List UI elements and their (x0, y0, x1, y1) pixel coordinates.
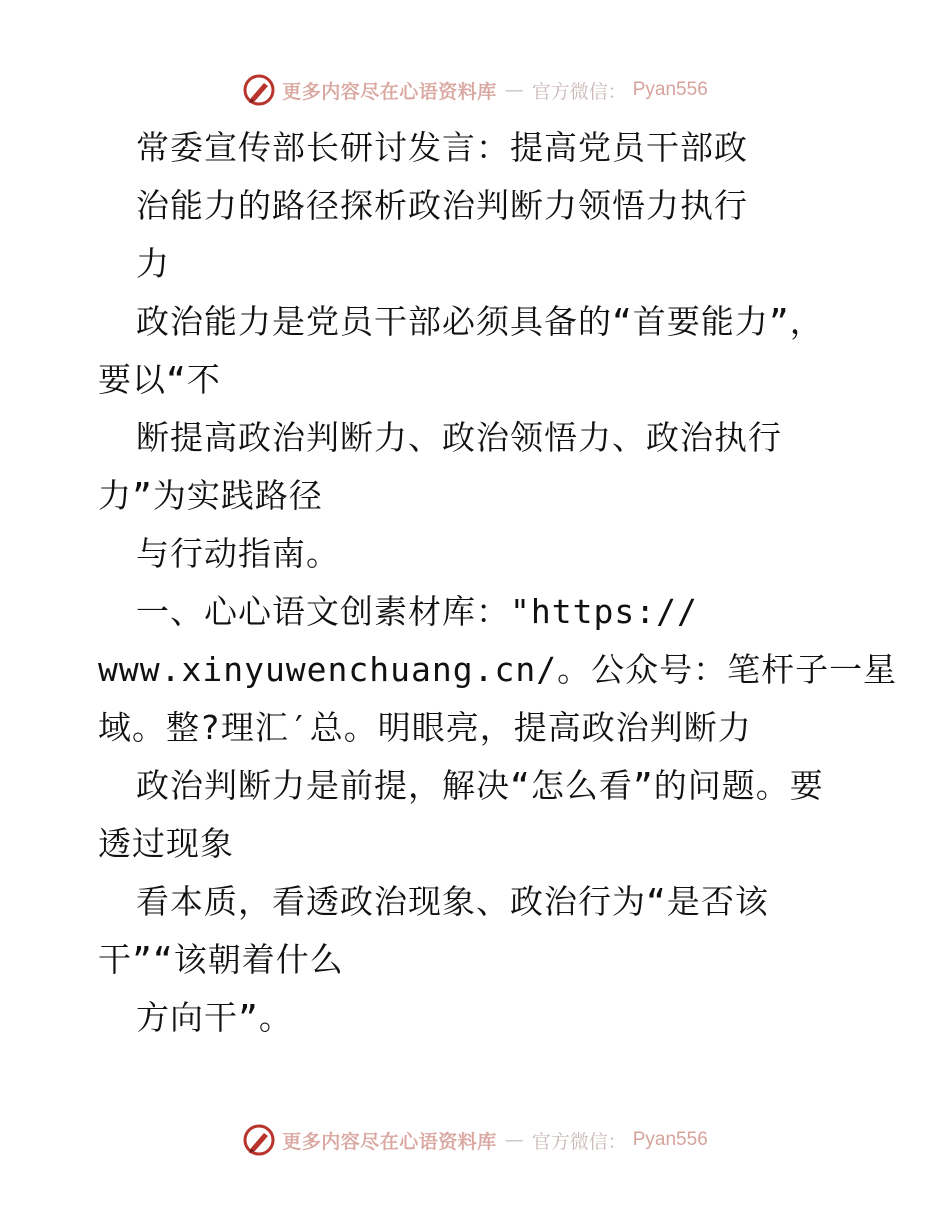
paragraph-line: 干”“该朝着什么 (98, 940, 344, 979)
title-line-1: 常委宣传部长研讨发言：提高党员干部政 (136, 128, 748, 167)
paragraph-line: 力”为实践路径 (98, 476, 323, 515)
watermark-brand: 更多内容尽在心语资料库 (282, 1130, 497, 1153)
watermark-label: 官方微信： (531, 80, 627, 103)
paragraph-line: 看本质，看透政治现象、政治行为“是否该 (136, 882, 769, 921)
footer-watermark (0, 1120, 950, 1160)
watermark-dash: — (504, 1129, 524, 1151)
paragraph-line: 政治能力是党员干部必须具备的“首要能力”， (136, 302, 824, 341)
watermark-label: 官方微信： (531, 1130, 627, 1153)
watermark-dash: — (504, 79, 524, 101)
pen-logo-icon (242, 1123, 276, 1157)
watermark-wechat-id: Pyan556 (632, 1129, 708, 1150)
paragraph-line: 方向干”。 (136, 998, 293, 1037)
section-heading-line: www.xinyuwenchuang.cn/。公众号：笔杆子一星 (98, 650, 898, 689)
paragraph-line: 断提高政治判断力、政治领悟力、政治执行 (136, 418, 782, 457)
section-heading-line: 一、心心语文创素材库："https:// (136, 592, 698, 631)
watermark-wechat-id: Pyan556 (632, 79, 708, 100)
section-heading-line: 域。整?理汇′总。明眼亮，提高政治判断力 (98, 708, 752, 747)
paragraph-line: 透过现象 (98, 824, 234, 863)
title-line-2: 治能力的路径探析政治判断力领悟力执行 (136, 186, 748, 225)
paragraph-line: 与行动指南。 (136, 534, 340, 573)
paragraph-line: 政治判断力是前提，解决“怎么看”的问题。要 (136, 766, 824, 805)
watermark-brand: 更多内容尽在心语资料库 (282, 80, 497, 103)
paragraph-line: 要以“不 (98, 360, 221, 399)
title-line-3: 力 (136, 244, 170, 283)
